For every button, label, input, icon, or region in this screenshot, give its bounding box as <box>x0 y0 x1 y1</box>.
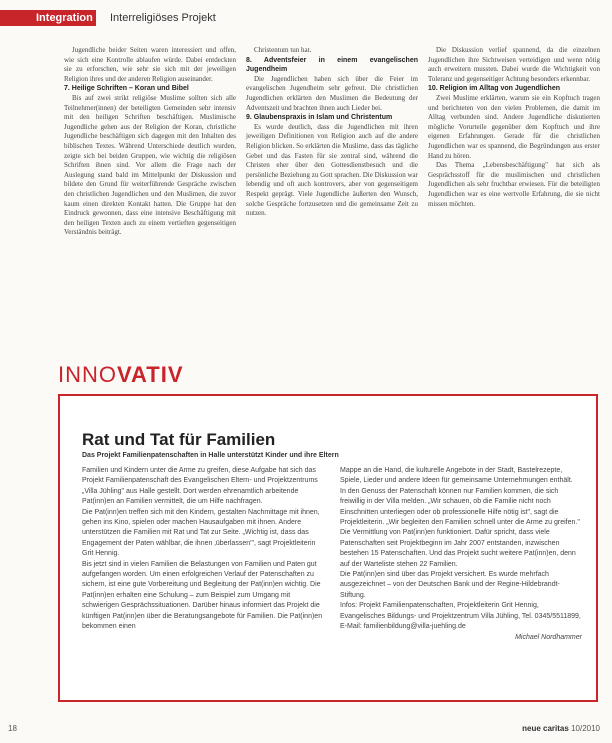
innovativ-heading <box>58 362 184 388</box>
page-number: 18 <box>8 724 17 733</box>
box-paragraph: Infos: Projekt Familienpatenschaften, Projektleiterin Grit Hennig, Evangelisches Bildungs- und Projektzentrum Villa Jühling, Tel. 0345/5511899, E-Mail: familienbildung@villa-juehling.de <box>340 602 581 631</box>
paragraph: Zwei Muslime erklärten, warum sie ein Kopftuch tragen und berichteten von den vielen Problemen, die damit im Alltag verbunden sind. Andere Jugendliche diskutierten mögliche Vorurteile gegenüber dem Kopftuch und ihre eigenen Erfahrungen. Gerade für die christlichen Jugendlichen war es spannend, die Begründungen aus erster Hand zu hören. <box>428 93 600 160</box>
article-column-2 <box>246 46 418 358</box>
subheading: 10. Religion im Alltag von Jugendlichen <box>428 85 560 93</box>
section-tag: Integration <box>0 10 96 26</box>
article-columns <box>64 46 600 358</box>
box-title: Rat und Tat für Familien <box>82 430 276 449</box>
article-column-1 <box>64 46 236 358</box>
paragraph: Jugendliche beider Seiten waren interessiert und offen, wie sich eine Kontrolle ablaufen würde. Dabei entdeckten sie zu erforschen, wie sehr sie sich mit der jeweiligen Religion ihres und der anderen Religion auseinander. <box>64 46 236 83</box>
box-author: Michael Nordhammer <box>515 633 582 641</box>
box-subtitle: Das Projekt Familienpatenschaften in Halle unterstützt Kinder und ihre Eltern <box>82 452 339 459</box>
paragraph: Die Diskussion verlief spannend, da die einzelnen Jugendlichen ihre Sichtweisen verteidigen und wenn nötig auch erweitern mussten. Dabei wurde die Wichtigkeit von Toleranz und gegenseitiger Achtung besonders erkennbar. <box>428 46 600 83</box>
subheading: 9. Glaubenspraxis in Islam und Christentum <box>246 114 393 122</box>
box-paragraph: In den Genuss der Patenschaft können nur Familien kommen, die sich freiwillig in der Villa melden. „Wir schauen, ob die Familie nicht noch Einschnitten unterliegen oder ob professionelle Hilfe nötig ist", sagt die Projektleiterin. „Wir begleiten den Familien schnell unter die Arme zu greifen." <box>340 487 580 527</box>
box-paragraph: Die Pat(inn)en treffen sich mit den Kindern, gestalten Nachmittage mit ihnen, gehen ins Kino, spielen oder machen Hausaufgaben mit ihnen. Andere unterstützen die Familien mit Rat und Tat zur Seite. „Wichtig ist, dass das Engagement der Paten wählbar, die ihnen ‚überlassen'", sagt Projektleiterin Grit Hennig. <box>82 508 320 558</box>
page-header <box>0 0 612 34</box>
innovativ-light: INNO <box>58 362 117 387</box>
magazine-footer <box>522 724 600 733</box>
box-paragraph: Bis jetzt sind in vielen Familien die Belastungen von Familien und Paten gut aufgefangen worden. Um einen erfolgreichen Verlauf der Patenschaften zu sichern, ist eine gute Vorbereitung und Begleitung der Pat(inn)en wichtig. Die Pat(inn)en erhalten eine Schulung – zum Beispiel zum Umgang mit schwierigen Gesprächssituationen. Darüber hinaus informiert das Projekt die künftigen Pat(inn)en über die Beratungsangebote für Familien. Die Pat(inn)en bekommen einen <box>82 560 323 631</box>
magazine-issue: 10/2010 <box>571 724 600 733</box>
box-paragraph: Familien und Kindern unter die Arme zu greifen, diese Aufgabe hat sich das Projekt Familienpatenschaft des Evangelischen Eltern- und Projektzentrums „Villa Jühling" aus Halle gestellt. Dort werden ehrenamtlich arbeitende Pat(inn)en an Familien vermittelt, die um Hilfe nachfragen. <box>82 467 318 506</box>
paragraph: Christentum tun hat. <box>254 46 312 54</box>
paragraph: Die Jugendlichen haben sich über die Feier im evangelischen Jugendheim sehr gefreut. Die christlichen Jugendlichen erklärten den Muslimen die Bedeutung der Adventszeit und brachten ihnen auch Lieder bei. <box>246 74 418 112</box>
box-column-left <box>82 466 324 643</box>
section-subtitle: Interreligiöses Projekt <box>110 12 216 24</box>
box-paragraph: Mappe an die Hand, die kulturelle Angebote in der Stadt, Bastelrezepte, Spiele, Lieder und andere Ideen für gemeinsame Unternehmungen enthält. <box>340 467 573 485</box>
box-column-right <box>340 466 582 643</box>
magazine-name: neue caritas <box>522 724 569 733</box>
paragraph: Es wurde deutlich, dass die Jugendlichen mit ihren jeweiligen Definitionen von Religion auch auf die andere Religion blicken. So erklärten die Muslime, dass das tägliche Gebet und das Fasten für sie zentral sind, während die Christen eher über den Gottesdienstbesuch und die persönliche Beziehung zu Gott sprachen. Die Diskussion war lebendig und oft auch kontrovers, aber von gegenseitigem Respekt geprägt. Viele Jugendliche äußerten den Wunsch, solche Gespräche fortzusetzen und die gemeinsame Zeit zu nutzen. <box>246 122 418 218</box>
subheading: 8. Adventsfeier in einem evangelischen Jugendheim <box>246 56 418 74</box>
box-columns <box>82 466 582 643</box>
innovativ-bold: VATIV <box>117 362 184 387</box>
paragraph: Bis auf zwei strikt religiöse Muslime sollten sich alle Teilnehmer(innen) der beteiligten Gemeinden sehr intensiv mit den heiligen Schriften beschäftigen. Muslimische Jugendliche gehen aus der Religion der Koran, christliche Jugendliche beschäftigen sich dagegen mit den Inhalten des biblischen Textes. Während Unterschiede deutlich wurden, zeigte sich bei beiden Gruppen, wie wichtig die religiösen Schriften ihnen sind. Vor allem die Frage nach der Auslegung stand bald im Mittelpunkt der Diskussion und bildete den Grund für weiterführende Gespräche zwischen den christlichen Jugendlichen und den Muslimen, die zuvor kaum einen direkten Kontakt hatten. Die Gruppe hat den Eindruck gewonnen, dass eine intensive Beschäftigung mit den heiligen Texten auch zu einem vertieften gegenseitigen Verständnis beiträgt. <box>64 93 236 237</box>
box-paragraph: Die Pat(inn)en sind über das Projekt versichert. Es wurde mehrfach ausgezeichnet – von der Deutschen Bank und der Regine-Hildebrandt-Stiftung. <box>340 571 560 599</box>
paragraph: Das Thema „Lebensbeschäftigung" hat sich als Gesprächsstoff für die muslimischen und christlichen Jugendlichen als sehr fruchtbar erwiesen. Für die beteiligten Jugendlichen war es eine wertvolle Erfahrung, die sie nicht missen möchten. <box>428 161 600 208</box>
info-box <box>58 394 598 702</box>
subheading: 7. Heilige Schriften – Koran und Bibel <box>64 85 189 93</box>
article-column-3 <box>428 46 600 358</box>
box-paragraph: Die Vermittlung von Pat(inn)en funktioniert. Dafür spricht, dass viele Patenschaften seit Projektbeginn im Jahr 2007 entstanden, inzwischen bestehen 15 Patenschaften. Und das Projekt sucht weitere Pat(inn)en, denn auf der Warteliste stehen 22 Familien. <box>340 529 576 568</box>
